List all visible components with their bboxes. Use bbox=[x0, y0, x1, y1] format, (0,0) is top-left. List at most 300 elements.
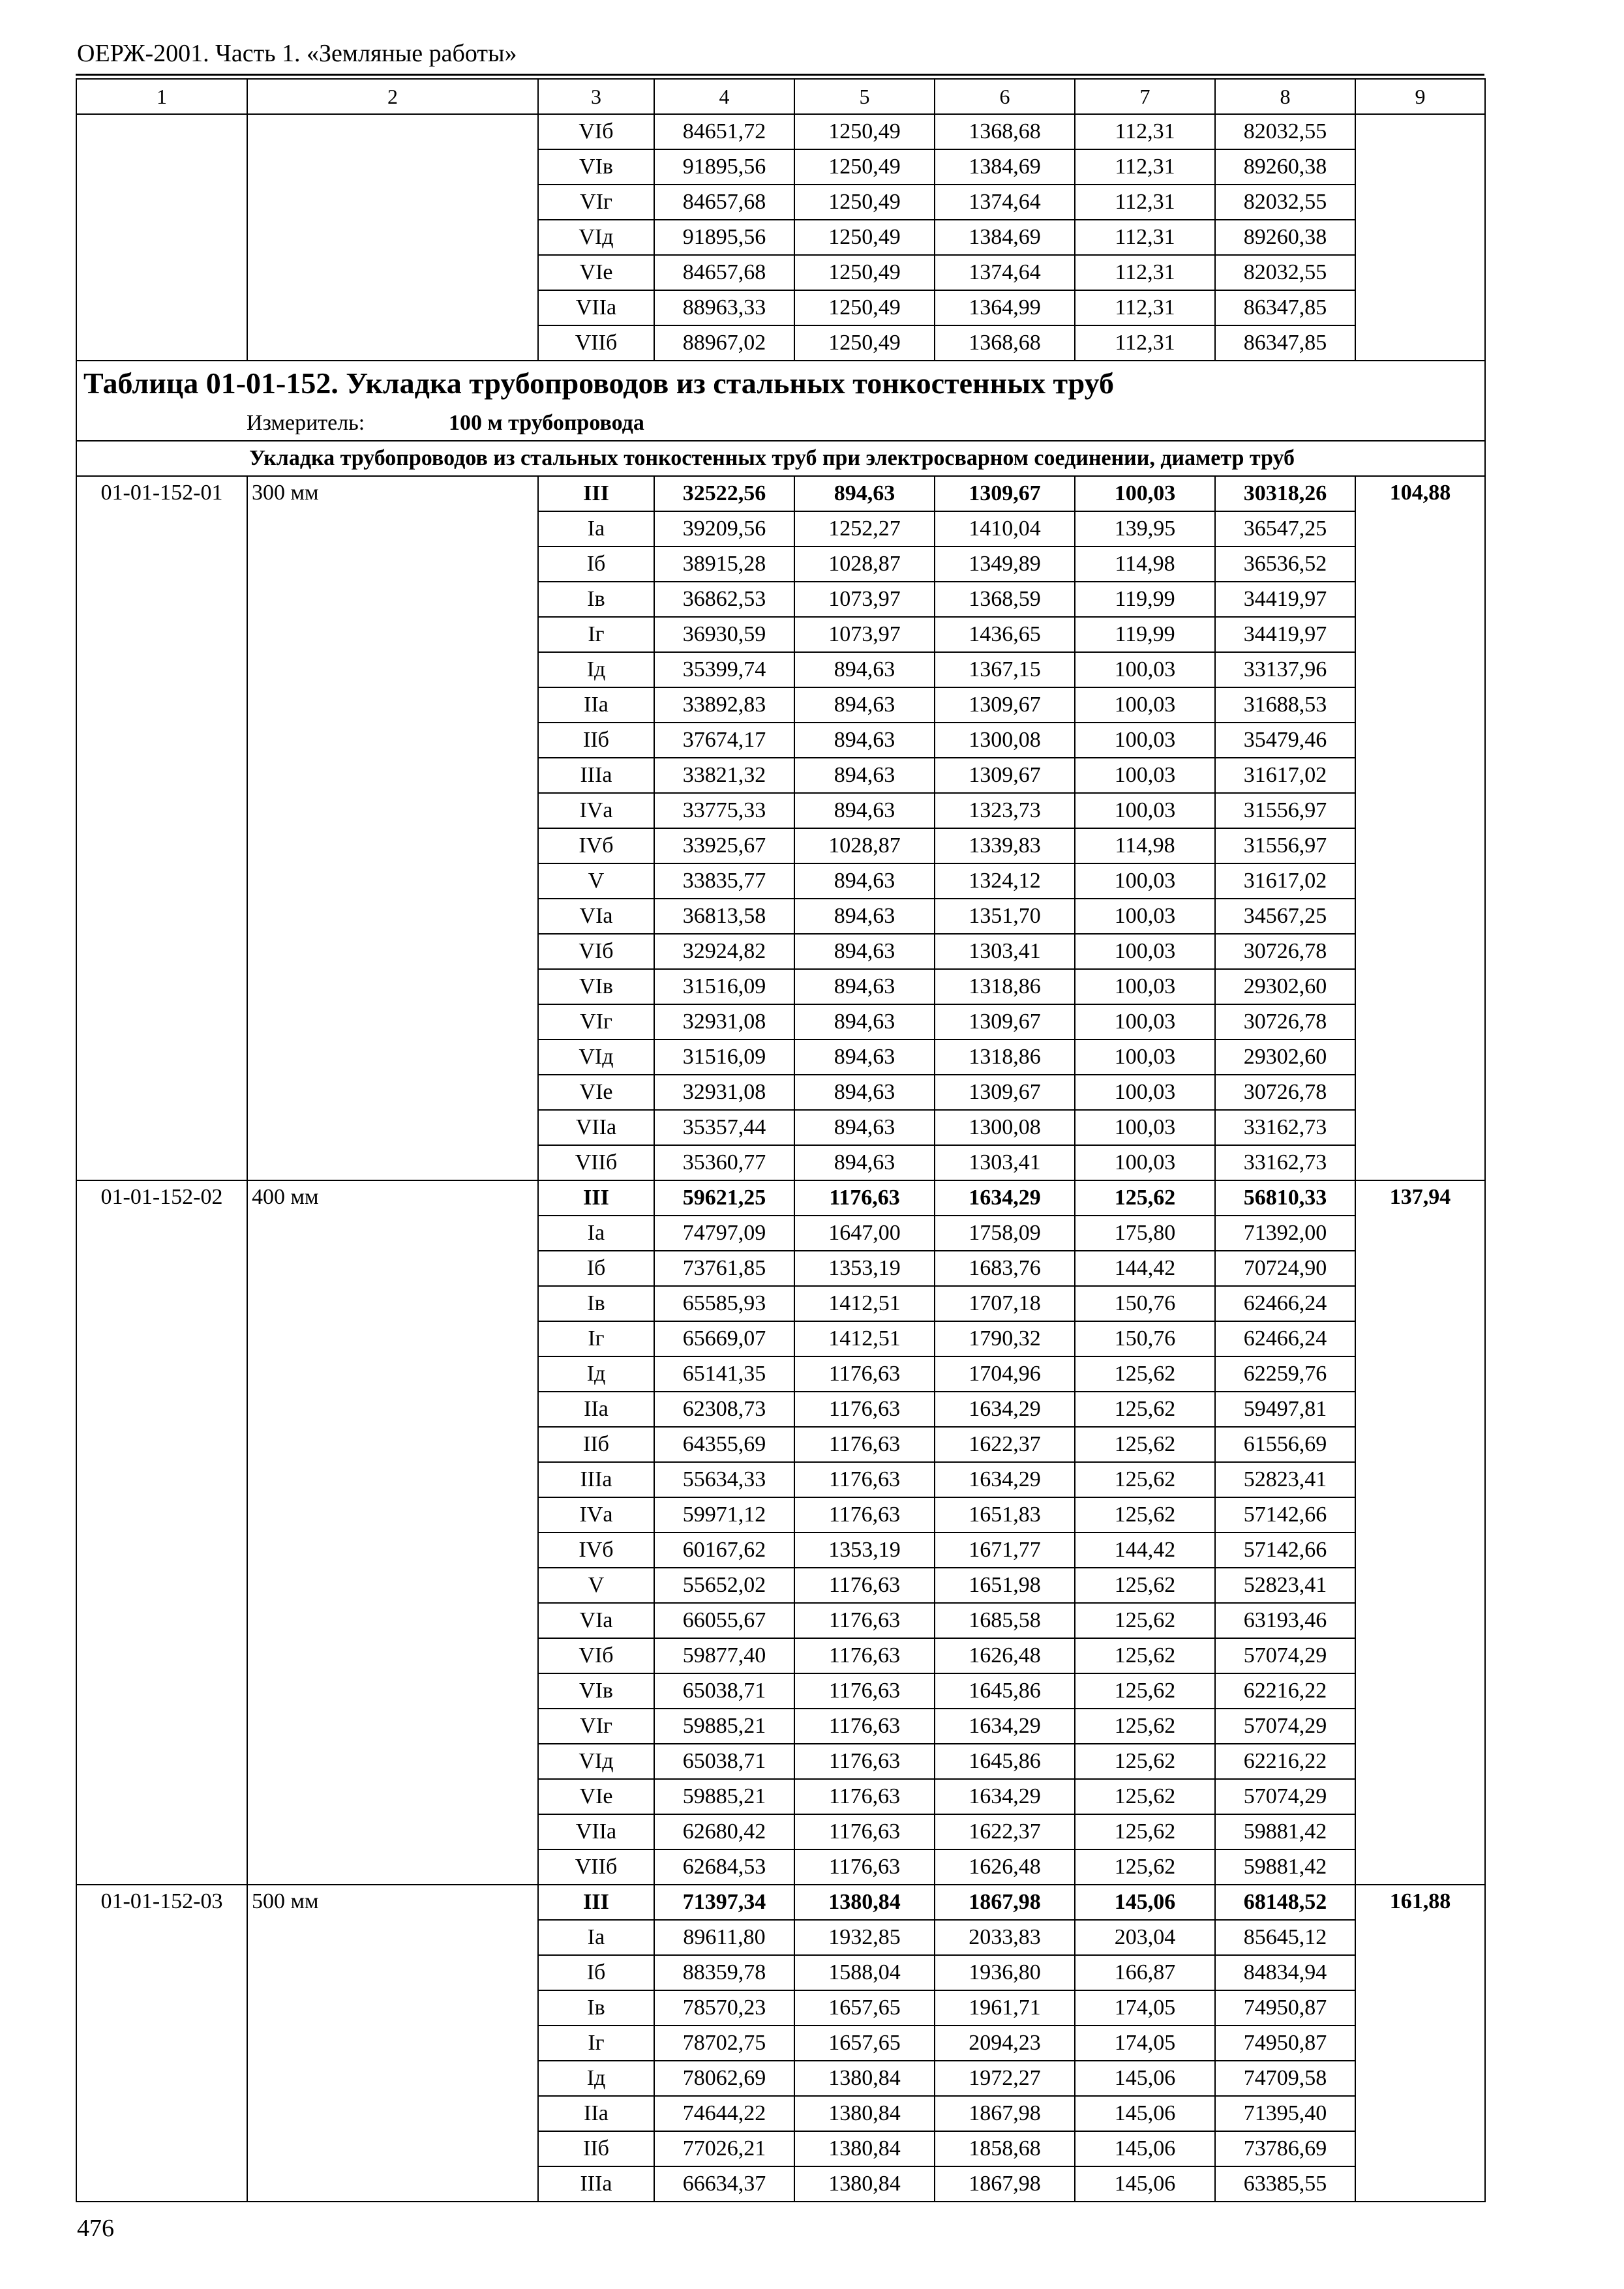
value-cell: 100,03 bbox=[1075, 1004, 1215, 1040]
value-cell: 894,63 bbox=[794, 1075, 935, 1110]
value-cell: 1704,96 bbox=[935, 1356, 1075, 1392]
value-cell: 145,06 bbox=[1075, 2061, 1215, 2096]
labor-cost: 161,88 bbox=[1355, 1885, 1485, 2202]
value-cell: 1651,98 bbox=[935, 1568, 1075, 1603]
value-cell: 1634,29 bbox=[935, 1180, 1075, 1216]
value-cell: 1252,27 bbox=[794, 511, 935, 546]
table-body bbox=[76, 79, 1485, 2202]
value-cell: 74644,22 bbox=[654, 2096, 794, 2131]
value-cell: III bbox=[538, 1180, 654, 1216]
value-cell: 894,63 bbox=[794, 1004, 935, 1040]
value-cell: 1250,49 bbox=[794, 114, 935, 149]
value-cell: VIг bbox=[538, 1709, 654, 1744]
value-cell: 125,62 bbox=[1075, 1638, 1215, 1673]
column-number: 6 bbox=[935, 79, 1075, 114]
value-cell: 34419,97 bbox=[1215, 582, 1355, 617]
value-cell: 100,03 bbox=[1075, 758, 1215, 793]
table-row bbox=[76, 476, 1485, 511]
value-cell: IIб bbox=[538, 2131, 654, 2166]
value-cell: 119,99 bbox=[1075, 582, 1215, 617]
value-cell: 34567,25 bbox=[1215, 899, 1355, 934]
column-number: 7 bbox=[1075, 79, 1215, 114]
value-cell: 112,31 bbox=[1075, 185, 1215, 220]
value-cell: 1588,04 bbox=[794, 1955, 935, 1990]
value-cell: 57142,66 bbox=[1215, 1497, 1355, 1533]
value-cell: VIIб bbox=[538, 1145, 654, 1180]
value-cell: Iг bbox=[538, 617, 654, 652]
value-cell: 125,62 bbox=[1075, 1427, 1215, 1462]
value-cell: 894,63 bbox=[794, 793, 935, 828]
measure-value: 100 м трубопровода bbox=[449, 410, 644, 435]
value-cell: 55634,33 bbox=[654, 1462, 794, 1497]
value-cell: 894,63 bbox=[794, 1145, 935, 1180]
value-cell: 1867,98 bbox=[935, 2166, 1075, 2202]
value-cell: 125,62 bbox=[1075, 1462, 1215, 1497]
value-cell: 894,63 bbox=[794, 969, 935, 1004]
value-cell: 112,31 bbox=[1075, 255, 1215, 290]
value-cell: 29302,60 bbox=[1215, 1040, 1355, 1075]
value-cell: 31556,97 bbox=[1215, 828, 1355, 863]
value-cell: 894,63 bbox=[794, 652, 935, 687]
value-cell: 119,99 bbox=[1075, 617, 1215, 652]
value-cell: 100,03 bbox=[1075, 1145, 1215, 1180]
value-cell: VIIа bbox=[538, 290, 654, 325]
value-cell: 57074,29 bbox=[1215, 1709, 1355, 1744]
value-cell: 1634,29 bbox=[935, 1779, 1075, 1814]
value-cell: 125,62 bbox=[1075, 1392, 1215, 1427]
value-cell: 894,63 bbox=[794, 863, 935, 899]
value-cell: 33775,33 bbox=[654, 793, 794, 828]
column-number: 8 bbox=[1215, 79, 1355, 114]
value-cell: 1380,84 bbox=[794, 2061, 935, 2096]
value-cell: 31556,97 bbox=[1215, 793, 1355, 828]
value-cell: VIв bbox=[538, 149, 654, 185]
rate-code: 01-01-152-03 bbox=[76, 1885, 247, 2202]
diameter-cell-empty bbox=[247, 114, 538, 361]
value-cell: 1867,98 bbox=[935, 1885, 1075, 1920]
value-cell: VIг bbox=[538, 185, 654, 220]
page-number: 476 bbox=[77, 2215, 114, 2242]
value-cell: 89260,38 bbox=[1215, 220, 1355, 255]
value-cell: 1368,59 bbox=[935, 582, 1075, 617]
value-cell: 150,76 bbox=[1075, 1321, 1215, 1356]
value-cell: 89611,80 bbox=[654, 1920, 794, 1955]
value-cell: 145,06 bbox=[1075, 2166, 1215, 2202]
value-cell: 37674,17 bbox=[654, 723, 794, 758]
value-cell: 1176,63 bbox=[794, 1638, 935, 1673]
pipe-diameter: 500 мм bbox=[247, 1885, 538, 2202]
value-cell: 34419,97 bbox=[1215, 617, 1355, 652]
value-cell: 1932,85 bbox=[794, 1920, 935, 1955]
value-cell: 57074,29 bbox=[1215, 1638, 1355, 1673]
value-cell: 1351,70 bbox=[935, 899, 1075, 934]
table-title-row bbox=[76, 361, 1485, 406]
value-cell: 1309,67 bbox=[935, 1075, 1075, 1110]
value-cell: 1300,08 bbox=[935, 1110, 1075, 1145]
value-cell: 57074,29 bbox=[1215, 1779, 1355, 1814]
value-cell: 894,63 bbox=[794, 1040, 935, 1075]
rate-code: 01-01-152-02 bbox=[76, 1180, 247, 1885]
value-cell: 1790,32 bbox=[935, 1321, 1075, 1356]
value-cell: 30726,78 bbox=[1215, 1075, 1355, 1110]
value-cell: 1657,65 bbox=[794, 2026, 935, 2061]
value-cell: IVб bbox=[538, 1533, 654, 1568]
value-cell: 62466,24 bbox=[1215, 1286, 1355, 1321]
value-cell: 203,04 bbox=[1075, 1920, 1215, 1955]
section-description: Укладка трубопроводов из стальных тонкостенных труб при электросварном соединении, диаметр труб bbox=[76, 441, 1485, 476]
value-cell: 64355,69 bbox=[654, 1427, 794, 1462]
value-cell: 1176,63 bbox=[794, 1814, 935, 1849]
value-cell: 33137,96 bbox=[1215, 652, 1355, 687]
labor-cell-empty bbox=[1355, 114, 1485, 361]
value-cell: 1318,86 bbox=[935, 969, 1075, 1004]
value-cell: 1683,76 bbox=[935, 1251, 1075, 1286]
value-cell: 62684,53 bbox=[654, 1849, 794, 1885]
value-cell: 59877,40 bbox=[654, 1638, 794, 1673]
value-cell: 62259,76 bbox=[1215, 1356, 1355, 1392]
value-cell: 82032,55 bbox=[1215, 114, 1355, 149]
value-cell: 1176,63 bbox=[794, 1568, 935, 1603]
value-cell: 1412,51 bbox=[794, 1321, 935, 1356]
value-cell: 35479,46 bbox=[1215, 723, 1355, 758]
value-cell: 1380,84 bbox=[794, 2131, 935, 2166]
value-cell: VIд bbox=[538, 1744, 654, 1779]
value-cell: IIа bbox=[538, 687, 654, 723]
value-cell: VIг bbox=[538, 1004, 654, 1040]
value-cell: 1250,49 bbox=[794, 220, 935, 255]
value-cell: VIIа bbox=[538, 1814, 654, 1849]
value-cell: 145,06 bbox=[1075, 2096, 1215, 2131]
value-cell: 1353,19 bbox=[794, 1251, 935, 1286]
rate-code: 01-01-152-01 bbox=[76, 476, 247, 1180]
value-cell: 62466,24 bbox=[1215, 1321, 1355, 1356]
value-cell: 57142,66 bbox=[1215, 1533, 1355, 1568]
value-cell: 1657,65 bbox=[794, 1990, 935, 2026]
value-cell: 1634,29 bbox=[935, 1392, 1075, 1427]
value-cell: IIIа bbox=[538, 1462, 654, 1497]
labor-cost: 137,94 bbox=[1355, 1180, 1485, 1885]
value-cell: 65038,71 bbox=[654, 1673, 794, 1709]
value-cell: 894,63 bbox=[794, 723, 935, 758]
value-cell: 1176,63 bbox=[794, 1779, 935, 1814]
value-cell: 74709,58 bbox=[1215, 2061, 1355, 2096]
value-cell: 1758,09 bbox=[935, 1216, 1075, 1251]
value-cell: 1073,97 bbox=[794, 582, 935, 617]
value-cell: 84657,68 bbox=[654, 185, 794, 220]
value-cell: 1250,49 bbox=[794, 149, 935, 185]
value-cell: 100,03 bbox=[1075, 476, 1215, 511]
value-cell: 30726,78 bbox=[1215, 1004, 1355, 1040]
value-cell: 1380,84 bbox=[794, 1885, 935, 1920]
value-cell: 66634,37 bbox=[654, 2166, 794, 2202]
value-cell: 100,03 bbox=[1075, 1110, 1215, 1145]
value-cell: 125,62 bbox=[1075, 1497, 1215, 1533]
value-cell: Iд bbox=[538, 652, 654, 687]
value-cell: 1384,69 bbox=[935, 220, 1075, 255]
value-cell: VIа bbox=[538, 899, 654, 934]
value-cell: 33925,67 bbox=[654, 828, 794, 863]
value-cell: 62216,22 bbox=[1215, 1744, 1355, 1779]
value-cell: 1374,64 bbox=[935, 185, 1075, 220]
value-cell: 125,62 bbox=[1075, 1603, 1215, 1638]
value-cell: 63193,46 bbox=[1215, 1603, 1355, 1638]
value-cell: Iб bbox=[538, 1955, 654, 1990]
value-cell: 112,31 bbox=[1075, 325, 1215, 361]
value-cell: 150,76 bbox=[1075, 1286, 1215, 1321]
value-cell: 1176,63 bbox=[794, 1709, 935, 1744]
value-cell: 174,05 bbox=[1075, 1990, 1215, 2026]
value-cell: 65038,71 bbox=[654, 1744, 794, 1779]
value-cell: IVа bbox=[538, 1497, 654, 1533]
column-number: 1 bbox=[76, 79, 247, 114]
value-cell: 1300,08 bbox=[935, 723, 1075, 758]
value-cell: Iг bbox=[538, 2026, 654, 2061]
value-cell: 1353,19 bbox=[794, 1533, 935, 1568]
value-cell: 100,03 bbox=[1075, 934, 1215, 969]
value-cell: 100,03 bbox=[1075, 863, 1215, 899]
value-cell: IIа bbox=[538, 2096, 654, 2131]
value-cell: 1367,15 bbox=[935, 652, 1075, 687]
value-cell: 59881,42 bbox=[1215, 1849, 1355, 1885]
value-cell: 1972,27 bbox=[935, 2061, 1075, 2096]
value-cell: 36813,58 bbox=[654, 899, 794, 934]
value-cell: 33162,73 bbox=[1215, 1145, 1355, 1180]
value-cell: 59621,25 bbox=[654, 1180, 794, 1216]
value-cell: 31516,09 bbox=[654, 969, 794, 1004]
value-cell: 1303,41 bbox=[935, 934, 1075, 969]
value-cell: 144,42 bbox=[1075, 1533, 1215, 1568]
value-cell: 1380,84 bbox=[794, 2096, 935, 2131]
value-cell: 114,98 bbox=[1075, 828, 1215, 863]
value-cell: Iб bbox=[538, 546, 654, 582]
value-cell: IIа bbox=[538, 1392, 654, 1427]
value-cell: 35399,74 bbox=[654, 652, 794, 687]
value-cell: 55652,02 bbox=[654, 1568, 794, 1603]
value-cell: 125,62 bbox=[1075, 1779, 1215, 1814]
value-cell: 1685,58 bbox=[935, 1603, 1075, 1638]
value-cell: Iд bbox=[538, 1356, 654, 1392]
column-number: 9 bbox=[1355, 79, 1485, 114]
value-cell: 1323,73 bbox=[935, 793, 1075, 828]
value-cell: 1176,63 bbox=[794, 1497, 935, 1533]
value-cell: 894,63 bbox=[794, 476, 935, 511]
value-cell: III bbox=[538, 476, 654, 511]
value-cell: Iд bbox=[538, 2061, 654, 2096]
value-cell: Iа bbox=[538, 1216, 654, 1251]
value-cell: 894,63 bbox=[794, 899, 935, 934]
table-row bbox=[76, 1180, 1485, 1216]
value-cell: 78062,69 bbox=[654, 2061, 794, 2096]
value-cell: 1634,29 bbox=[935, 1709, 1075, 1744]
value-cell: 1176,63 bbox=[794, 1849, 935, 1885]
value-cell: 39209,56 bbox=[654, 511, 794, 546]
value-cell: 33892,83 bbox=[654, 687, 794, 723]
value-cell: 59885,21 bbox=[654, 1779, 794, 1814]
value-cell: Iв bbox=[538, 582, 654, 617]
value-cell: VIе bbox=[538, 1779, 654, 1814]
value-cell: 89260,38 bbox=[1215, 149, 1355, 185]
value-cell: 1324,12 bbox=[935, 863, 1075, 899]
value-cell: 1309,67 bbox=[935, 758, 1075, 793]
value-cell: 1349,89 bbox=[935, 546, 1075, 582]
value-cell: 1339,83 bbox=[935, 828, 1075, 863]
pipe-diameter: 300 мм bbox=[247, 476, 538, 1180]
value-cell: 1622,37 bbox=[935, 1814, 1075, 1849]
value-cell: 100,03 bbox=[1075, 652, 1215, 687]
value-cell: 1380,84 bbox=[794, 2166, 935, 2202]
value-cell: 74950,87 bbox=[1215, 1990, 1355, 2026]
value-cell: 112,31 bbox=[1075, 114, 1215, 149]
value-cell: 62308,73 bbox=[654, 1392, 794, 1427]
value-cell: 1412,51 bbox=[794, 1286, 935, 1321]
value-cell: 100,03 bbox=[1075, 723, 1215, 758]
value-cell: 894,63 bbox=[794, 1110, 935, 1145]
value-cell: 1176,63 bbox=[794, 1392, 935, 1427]
value-cell: 100,03 bbox=[1075, 1075, 1215, 1110]
measure-label: Измеритель: bbox=[247, 410, 365, 435]
rates-table bbox=[76, 78, 1486, 2202]
value-cell: 74797,09 bbox=[654, 1216, 794, 1251]
value-cell: 71397,34 bbox=[654, 1885, 794, 1920]
table-title: Таблица 01-01-152. Укладка трубопроводов из стальных тонкостенных труб bbox=[76, 361, 1485, 406]
value-cell: 33835,77 bbox=[654, 863, 794, 899]
value-cell: 1645,86 bbox=[935, 1744, 1075, 1779]
value-cell: 1626,48 bbox=[935, 1638, 1075, 1673]
page-header: ОЕРЖ-2001. Часть 1. «Земляные работы» bbox=[77, 40, 517, 67]
value-cell: 1707,18 bbox=[935, 1286, 1075, 1321]
value-cell: VIб bbox=[538, 114, 654, 149]
value-cell: Iа bbox=[538, 511, 654, 546]
value-cell: 85645,12 bbox=[1215, 1920, 1355, 1955]
value-cell: 35360,77 bbox=[654, 1145, 794, 1180]
value-cell: 1303,41 bbox=[935, 1145, 1075, 1180]
value-cell: 1250,49 bbox=[794, 185, 935, 220]
value-cell: 100,03 bbox=[1075, 687, 1215, 723]
value-cell: 166,87 bbox=[1075, 1955, 1215, 1990]
value-cell: 145,06 bbox=[1075, 2131, 1215, 2166]
value-cell: 62680,42 bbox=[654, 1814, 794, 1849]
value-cell: 1176,63 bbox=[794, 1180, 935, 1216]
value-cell: IIIа bbox=[538, 2166, 654, 2202]
value-cell: 82032,55 bbox=[1215, 255, 1355, 290]
value-cell: Iв bbox=[538, 1286, 654, 1321]
value-cell: 1028,87 bbox=[794, 546, 935, 582]
value-cell: 36536,52 bbox=[1215, 546, 1355, 582]
value-cell: 84834,94 bbox=[1215, 1955, 1355, 1990]
value-cell: 1374,64 bbox=[935, 255, 1075, 290]
value-cell: VIIа bbox=[538, 1110, 654, 1145]
value-cell: 60167,62 bbox=[654, 1533, 794, 1568]
value-cell: 1436,65 bbox=[935, 617, 1075, 652]
value-cell: 1647,00 bbox=[794, 1216, 935, 1251]
value-cell: 78702,75 bbox=[654, 2026, 794, 2061]
value-cell: 31516,09 bbox=[654, 1040, 794, 1075]
value-cell: 61556,69 bbox=[1215, 1427, 1355, 1462]
value-cell: 1176,63 bbox=[794, 1427, 935, 1462]
value-cell: VIа bbox=[538, 1603, 654, 1638]
value-cell: 66055,67 bbox=[654, 1603, 794, 1638]
value-cell: 1634,29 bbox=[935, 1462, 1075, 1497]
value-cell: 100,03 bbox=[1075, 969, 1215, 1004]
value-cell: 71392,00 bbox=[1215, 1216, 1355, 1251]
column-number: 4 bbox=[654, 79, 794, 114]
value-cell: 77026,21 bbox=[654, 2131, 794, 2166]
value-cell: 1318,86 bbox=[935, 1040, 1075, 1075]
value-cell: 1309,67 bbox=[935, 476, 1075, 511]
value-cell: 112,31 bbox=[1075, 290, 1215, 325]
value-cell: 100,03 bbox=[1075, 1040, 1215, 1075]
column-number: 2 bbox=[247, 79, 538, 114]
value-cell: IIб bbox=[538, 723, 654, 758]
value-cell: 125,62 bbox=[1075, 1709, 1215, 1744]
header-rule bbox=[76, 74, 1484, 76]
value-cell: 1961,71 bbox=[935, 1990, 1075, 2026]
labor-cost: 104,88 bbox=[1355, 476, 1485, 1180]
value-cell: 73786,69 bbox=[1215, 2131, 1355, 2166]
value-cell: V bbox=[538, 863, 654, 899]
value-cell: Iг bbox=[538, 1321, 654, 1356]
value-cell: 32931,08 bbox=[654, 1075, 794, 1110]
value-cell: 1858,68 bbox=[935, 2131, 1075, 2166]
column-number-row bbox=[76, 79, 1485, 114]
value-cell: 125,62 bbox=[1075, 1356, 1215, 1392]
value-cell: 1622,37 bbox=[935, 1427, 1075, 1462]
value-cell: 86347,85 bbox=[1215, 325, 1355, 361]
value-cell: 1410,04 bbox=[935, 511, 1075, 546]
value-cell: VIIб bbox=[538, 1849, 654, 1885]
value-cell: 1176,63 bbox=[794, 1356, 935, 1392]
value-cell: 894,63 bbox=[794, 687, 935, 723]
value-cell: 174,05 bbox=[1075, 2026, 1215, 2061]
value-cell: 91895,56 bbox=[654, 149, 794, 185]
value-cell: 86347,85 bbox=[1215, 290, 1355, 325]
value-cell: 36547,25 bbox=[1215, 511, 1355, 546]
value-cell: 62216,22 bbox=[1215, 1673, 1355, 1709]
value-cell: 78570,23 bbox=[654, 1990, 794, 2026]
value-cell: VIв bbox=[538, 1673, 654, 1709]
value-cell: 30318,26 bbox=[1215, 476, 1355, 511]
pipe-diameter: 400 мм bbox=[247, 1180, 538, 1885]
value-cell: 125,62 bbox=[1075, 1849, 1215, 1885]
value-cell: 68148,52 bbox=[1215, 1885, 1355, 1920]
value-cell: 38915,28 bbox=[654, 546, 794, 582]
value-cell: 125,62 bbox=[1075, 1673, 1215, 1709]
value-cell: 1250,49 bbox=[794, 290, 935, 325]
value-cell: 175,80 bbox=[1075, 1216, 1215, 1251]
value-cell: 125,62 bbox=[1075, 1180, 1215, 1216]
value-cell: 82032,55 bbox=[1215, 185, 1355, 220]
value-cell: 31688,53 bbox=[1215, 687, 1355, 723]
value-cell: VIб bbox=[538, 1638, 654, 1673]
table-row bbox=[76, 114, 1485, 149]
value-cell: 125,62 bbox=[1075, 1814, 1215, 1849]
value-cell: 144,42 bbox=[1075, 1251, 1215, 1286]
value-cell: 70724,90 bbox=[1215, 1251, 1355, 1286]
value-cell: 71395,40 bbox=[1215, 2096, 1355, 2131]
value-cell: 33821,32 bbox=[654, 758, 794, 793]
value-cell: 894,63 bbox=[794, 758, 935, 793]
value-cell: 35357,44 bbox=[654, 1110, 794, 1145]
value-cell: 84651,72 bbox=[654, 114, 794, 149]
value-cell: 1651,83 bbox=[935, 1497, 1075, 1533]
value-cell: VIIб bbox=[538, 325, 654, 361]
value-cell: 1867,98 bbox=[935, 2096, 1075, 2131]
value-cell: Iа bbox=[538, 1920, 654, 1955]
value-cell: VIд bbox=[538, 1040, 654, 1075]
value-cell: 59497,81 bbox=[1215, 1392, 1355, 1427]
value-cell: 112,31 bbox=[1075, 149, 1215, 185]
value-cell: 1384,69 bbox=[935, 149, 1075, 185]
